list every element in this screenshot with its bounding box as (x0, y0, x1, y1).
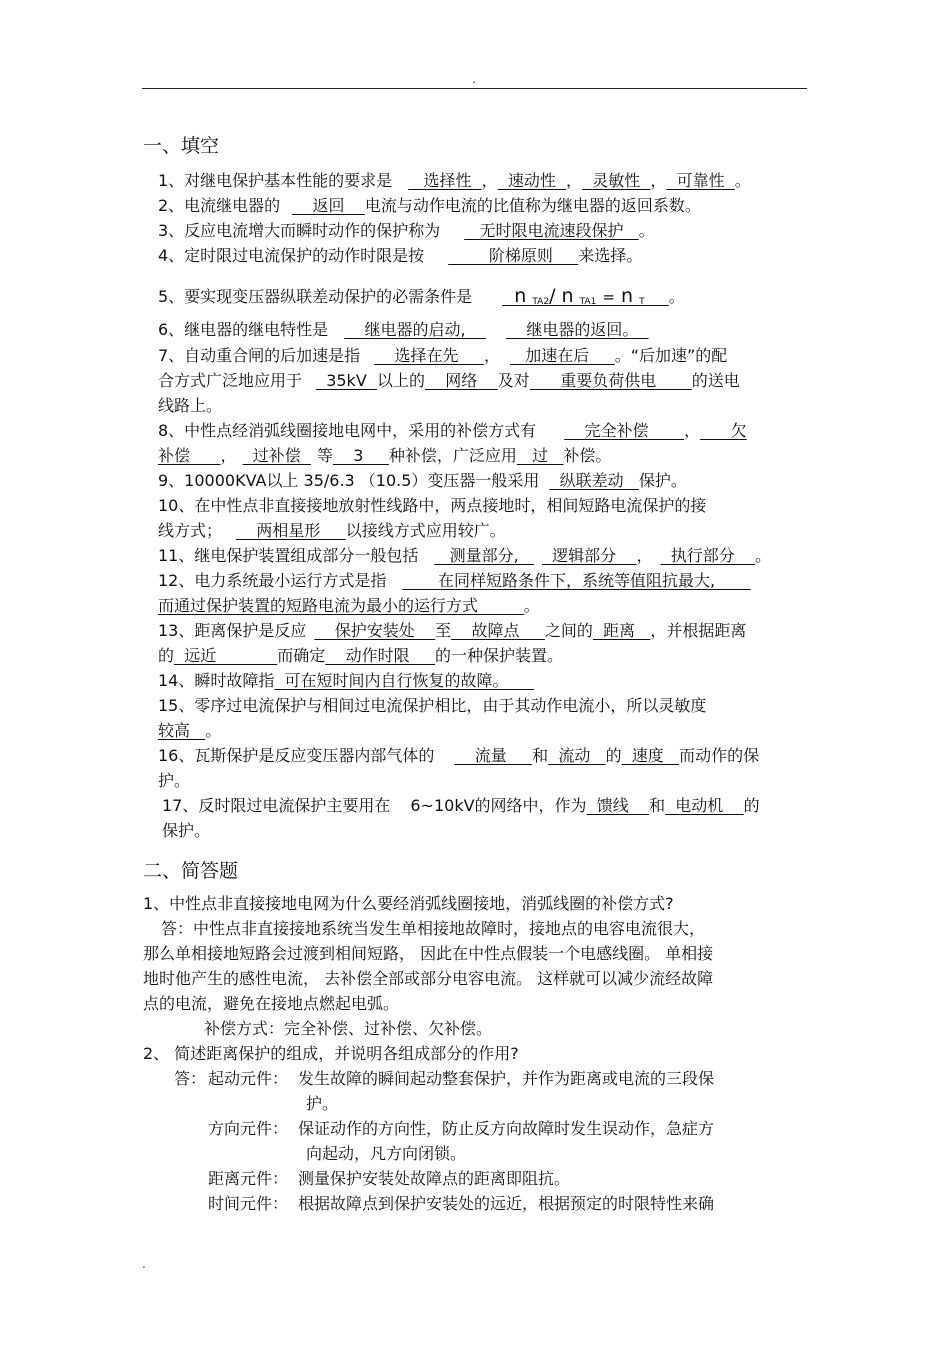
q7-answer-2: 加速在后 (509, 346, 615, 365)
essay-q2-element-label-3: 距离元件： (208, 1169, 289, 1188)
q8-sep-2: ， (220, 446, 237, 465)
q7-sep: ， (483, 346, 500, 365)
q16-mid-2: 的 (605, 746, 622, 765)
essay-q1-answer-line3: 地时他产生的感性电流， 去补偿全部或部分电容电流。 这样就可以减少流经故障 (143, 969, 714, 988)
q15-end: 。 (205, 721, 222, 740)
essay-q2-element-label-2: 方向元件： (208, 1119, 289, 1138)
q13-post-2: 的一种保护装置。 (435, 646, 564, 665)
q2-text: 2、电流继电器的 (158, 196, 281, 215)
essay-q2-answer-label: 答： (174, 1069, 207, 1088)
q13-mid-3: 而确定 (277, 646, 326, 665)
q1-sep-2: ， (566, 171, 583, 190)
q15-text: 15、零序过电流保护与相间过电流保护相比，由于其动作电流小，所以灵敏度 (158, 696, 707, 715)
header-rule (142, 88, 807, 89)
q8-answer-3: 过补偿 (242, 446, 311, 465)
q1-sep-1: ， (481, 171, 498, 190)
q12-end: 。 (523, 596, 540, 615)
q14-answer-1: 可在短时间内自行恢复的故障。 (274, 671, 534, 690)
q17-and: 和 (649, 796, 666, 815)
q16-answer-3: 速度 (621, 746, 680, 765)
q16-answer-1: 流量 (454, 746, 533, 765)
q8-mid: 等 (316, 446, 333, 465)
q7-mid-2: 及对 (497, 371, 530, 390)
q10-post: 以接线方式应用较广。 (345, 521, 506, 540)
essay-q2-element-desc-3: 测量保护安装处故障点的距离即阻抗。 (298, 1169, 571, 1188)
q16-text: 16、瓦斯保护是反应变压器内部气体的 (158, 746, 435, 765)
q1-end: 。 (734, 171, 751, 190)
essay-q2-element-desc-2b: 向起动，凡方向闭锁。 (306, 1144, 467, 1163)
q9-post: 保护。 (638, 471, 687, 490)
q17-text: 17、反时限过电流保护主要用在 (162, 796, 391, 815)
fill-q15-line1 (158, 695, 706, 717)
essay-q1-answer-line5: 补偿方式：完全补偿、过补偿、欠补偿。 (204, 1019, 493, 1038)
fill-q7-line3 (158, 395, 222, 417)
essay-q1-answer-line1: 答：中性点非直接接地系统当发生单相接地故障时，接地点的电容电流很大， (161, 919, 706, 938)
essay-q2-element-label-1: 起动元件： (208, 1069, 289, 1088)
q2-post: 电流与动作电流的比值称为继电器的返回系数。 (364, 196, 701, 215)
q10-answer-1: 两相星形 (236, 521, 346, 540)
q1-sep-3: ， (650, 171, 667, 190)
q14-text: 14、瞬时故障指 (158, 671, 275, 690)
q4-text: 4、定时限过电流保护的动作时限是按 (158, 246, 425, 265)
essay-q1-answer-line2: 那么单相接地短路会过渡到相间短路， 因此在中性点假装一个电感线圈。 单相接 (143, 944, 714, 963)
q13-text-2: 的 (158, 646, 175, 665)
q16-answer-2: 流动 (548, 746, 606, 765)
q17-answer-1: 馈线 (586, 796, 650, 815)
section-fill-title: 一、填空 (143, 135, 220, 157)
fill-q17-line1 (162, 795, 760, 817)
essay-q2-element-desc-2: 保证动作的方向性，防止反方向故障时发生误动作，急症方 (298, 1119, 715, 1138)
q1-answer-1: 选择性 (408, 171, 482, 190)
q1-answer-2: 速动性 (497, 171, 566, 190)
fill-q14 (158, 670, 534, 692)
q8-post: 补偿。 (563, 446, 612, 465)
q8-answer-1: 完全补偿 (564, 421, 685, 440)
q8-text: 8、中性点经消弧线圈接地电网中，采用的补偿方式有 (158, 421, 537, 440)
q13-answer-1: 保护安装处 (314, 621, 436, 640)
q10-text-2: 线方式； (158, 521, 223, 540)
q13-mid-1: 至 (435, 621, 452, 640)
q16-post: 而动作的保 (679, 746, 760, 765)
q8-mid-2: 种补偿，广泛应用 (388, 446, 517, 465)
fill-q4 (158, 245, 642, 267)
q8-answer-5: 过 (516, 446, 564, 465)
q7-mid: 以上的 (376, 371, 425, 390)
q13-text: 13、距离保护是反应 (158, 621, 307, 640)
fill-q13-line2 (158, 645, 563, 667)
q11-sep-2: ， (636, 546, 653, 565)
q13-post: ，并根据距离 (650, 621, 747, 640)
q5-end: 。 (668, 287, 685, 306)
q10-text: 10、在中性点非直接接地放射性线路中，两点接地时，相间短路电流保护的接 (158, 496, 707, 515)
fill-q1 (158, 170, 751, 192)
q4-answer-1: 阶梯原则 (448, 246, 579, 265)
q1-text: 1、对继电保护基本性能的要求是 (158, 171, 393, 190)
fill-q2 (158, 195, 701, 217)
essay-q2-element-desc-4: 根据故障点到保护安装处的远近，根据预定的时限特性来确 (298, 1194, 715, 1213)
fill-q5 (158, 285, 685, 313)
q8-answer-4: 3 (332, 446, 389, 465)
q3-text: 3、反应电流增大而瞬时动作的保护称为 (158, 221, 441, 240)
essay-q1-title: 1、中性点非直接接地电网为什么要经消弧线圈接地，消弧线圈的补偿方式? (143, 894, 674, 913)
q12-answer-1: 在同样短路条件下，系统等值阻抗最大, (402, 571, 751, 590)
q16-text-2: 护。 (158, 771, 191, 790)
q7-answer-3: 35kV (316, 371, 377, 390)
fill-q12-line1 (158, 570, 751, 592)
fill-q16-line1 (158, 745, 759, 767)
q11-answer-3: 执行部分 (660, 546, 756, 565)
q17-answer-2: 电动机 (665, 796, 744, 815)
fill-q10-line1 (158, 495, 706, 517)
fill-q8-line2 (158, 445, 611, 467)
q13-answer-5: 动作时限 (325, 646, 436, 665)
q6-answer-1: 继电器的启动, (344, 320, 486, 339)
q13-answer-2: 故障点 (451, 621, 545, 640)
fill-q13-line1 (158, 620, 746, 642)
q11-end: 。 (755, 546, 772, 565)
q13-answer-4: 远近 (174, 646, 278, 665)
fill-q16-line2 (158, 770, 190, 792)
q4-post: 来选择。 (578, 246, 643, 265)
section-essay-title: 二、简答题 (143, 860, 239, 882)
q7-post-2: 的送电 (691, 371, 740, 390)
q7-answer-1: 选择在先 (374, 346, 484, 365)
q1-answer-4: 可靠性 (666, 171, 735, 190)
q7-answer-5: 重要负荷供电 (529, 371, 692, 390)
q7-text: 7、自动重合闸的后加速是指 (158, 346, 361, 365)
q8-sep: ， (684, 421, 701, 440)
fill-q7-line1 (158, 345, 727, 367)
footer-mark: . (142, 1257, 146, 1271)
q8-answer-2: 欠 (700, 421, 747, 440)
q7-text-3: 线路上。 (158, 396, 223, 415)
q11-answer-2: 逻辑部分 (541, 546, 637, 565)
fill-q10-line2 (158, 520, 506, 542)
q3-answer-1: 无时限电流速段保护 (464, 221, 639, 240)
fill-q3 (158, 220, 655, 242)
q6-answer-2: 继电器的返回。 (505, 320, 649, 339)
q1-answer-3: 灵敏性 (582, 171, 651, 190)
q2-answer-1: 返回 (292, 196, 365, 215)
q9-answer-1: 纵联差动 (549, 471, 639, 490)
fill-q11 (158, 545, 771, 567)
fill-q9 (158, 470, 687, 492)
essay-q2-element-desc-1b: 护。 (306, 1094, 339, 1113)
q17-mid: 6~10kV的网络中，作为 (410, 796, 587, 815)
q7-answer-4: 网络 (424, 371, 498, 390)
q3-end: 。 (638, 221, 655, 240)
q17-post: 的 (743, 796, 760, 815)
fill-q15-line2 (158, 720, 221, 742)
essay-q2-element-label-4: 时间元件： (208, 1194, 289, 1213)
q6-text: 6、继电器的继电特性是 (158, 320, 329, 339)
header-mark: . (472, 72, 476, 86)
q16-mid-1: 和 (532, 746, 549, 765)
essay-q1-answer-line4: 点的电流，避免在接地点燃起电弧。 (143, 994, 400, 1013)
fill-q8-line1 (158, 420, 747, 442)
fill-q6 (158, 319, 649, 341)
fill-q12-line2 (158, 595, 540, 617)
essay-q2-element-desc-1: 发生故障的瞬间起动整套保护，并作为距离或电流的三段保 (298, 1069, 715, 1088)
q12-text: 12、电力系统最小运行方式是指 (158, 571, 387, 590)
q5-formula: n $_{TA2}$/ n $_{TA1}$ = n $_T$ (514, 285, 645, 307)
q7-text-2: 合方式广泛地应用于 (158, 371, 303, 390)
q11-answer-1: 测量部分, (434, 546, 534, 565)
q7-post: 。“后加速”的配 (614, 346, 728, 365)
essay-q2-title: 2、 简述距离保护的组成，并说明各组成部分的作用? (143, 1044, 519, 1063)
q13-answer-3: 距离 (592, 621, 651, 640)
q13-mid-2: 之间的 (544, 621, 593, 640)
q15-answer-1: 较高 (158, 721, 206, 740)
q8-answer-2b: 补偿 (158, 446, 221, 465)
fill-q17-line2 (162, 820, 210, 842)
fill-q7-line2 (158, 370, 740, 392)
q11-text: 11、继电保护装置组成部分一般包括 (158, 546, 419, 565)
q5-text: 5、要实现变压器纵联差动保护的必需条件是 (158, 287, 473, 306)
q9-text: 9、10000KVA以上 35/6.3 （10.5）变压器一般采用 (158, 471, 540, 490)
q12-answer-1b: 而通过保护装置的短路电流为最小的运行方式 (158, 596, 524, 615)
q17-text-2: 保护。 (162, 821, 211, 840)
